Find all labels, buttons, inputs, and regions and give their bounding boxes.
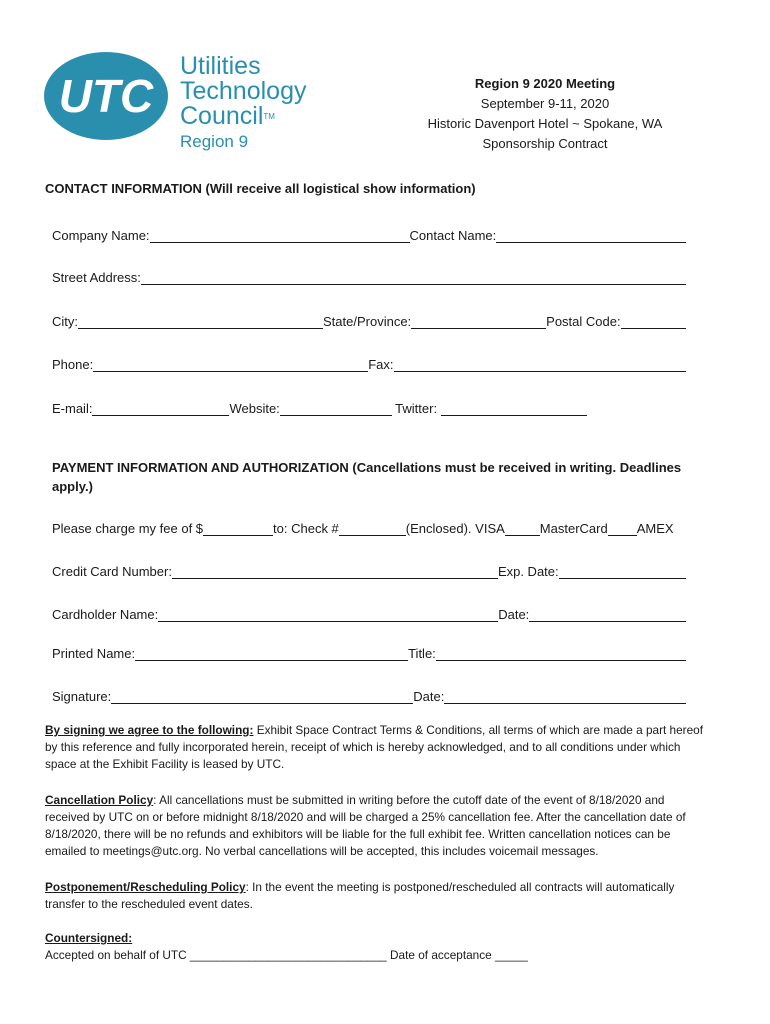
street-row [52,270,686,285]
postponement-policy-heading: Postponement/Rescheduling Policy [45,880,246,894]
postponement-policy-paragraph [45,879,710,913]
street-address-field[interactable] [141,270,686,285]
check-label: to: Check # [273,521,339,536]
contact-name-label: Contact Name: [409,228,497,243]
meeting-dates: September 9-11, 2020 [480,96,610,111]
contact-name-field[interactable] [496,228,686,243]
mastercard-field[interactable] [608,521,637,536]
fax-field[interactable] [394,357,687,372]
signing-agreement-paragraph [45,722,710,773]
signature-field[interactable] [111,689,413,704]
cancellation-policy-heading: Cancellation Policy [45,793,154,807]
countersigned-block [45,930,710,964]
title-field[interactable] [436,646,686,661]
amex-label: AMEX [636,521,674,536]
state-field[interactable] [411,314,546,329]
signature-label: Signature: [52,689,112,704]
document-header [385,74,705,154]
cardholder-name-label: Cardholder Name: [52,607,159,622]
website-label: Website: [229,401,280,416]
card-number-field[interactable] [172,564,498,579]
phone-label: Phone: [52,357,94,372]
cardholder-name-field[interactable] [158,607,498,622]
date-label: Date: [498,607,530,622]
logo-tm: TM [263,112,275,121]
phone-field[interactable] [93,357,368,372]
fee-amount-field[interactable] [203,521,273,536]
visa-field[interactable] [505,521,540,536]
cancellation-policy-text: : All cancellations must be submitted in writing before the cutoff date of the event of 8/18/2020 and received by UTC on or before midnight 8/18/2020 and will be charged a 25% cancellation fee. After the cancellation date of 8/18/2020, there will be no refunds and exhibitors will be liable for the full exhibit fee. Written cancellation notices can be emailed to meetings@utc.org. No verbal cancellations will be accepted, this includes voicemail messages. [45,793,686,858]
charge-row [52,521,686,536]
printed-name-row [52,646,686,661]
city-field[interactable] [78,314,323,329]
email-field[interactable] [92,401,229,416]
phone-row [52,357,686,372]
visa-label: (Enclosed). VISA [405,521,505,536]
document-type: Sponsorship Contract [482,136,608,151]
company-name-label: Company Name: [52,228,150,243]
card-number-row [52,564,686,579]
company-name-field[interactable] [150,228,410,243]
email-row [52,401,686,416]
countersigned-heading: Countersigned: [45,931,133,945]
postponement-policy-text: : In the event the meeting is postponed/rescheduled all contracts will automatically transfer to the rescheduled event dates. [45,880,675,911]
card-number-label: Credit Card Number: [52,564,172,579]
website-field[interactable] [280,401,392,416]
signing-agreement-heading: By signing we agree to the following: [45,723,254,737]
logo-region: Region 9 [180,132,249,151]
date-field[interactable] [529,607,686,622]
mastercard-label: MasterCard [539,521,608,536]
email-label: E-mail: [52,401,93,416]
signature-date-label: Date: [413,689,445,704]
exp-date-field[interactable] [559,564,686,579]
accepted-on-behalf-line: Accepted on behalf of UTC ______________________________ Date of acceptance _____ [45,948,528,962]
postal-code-field[interactable] [621,314,686,329]
printed-name-field[interactable] [135,646,408,661]
twitter-label: Twitter: [391,401,438,416]
fax-label: Fax: [368,357,394,372]
signature-date-field[interactable] [444,689,686,704]
logo-line-3: Council™ [180,102,275,130]
city-row [52,314,686,329]
utc-logo [44,44,334,156]
city-label: City: [52,314,78,329]
meeting-title: Region 9 2020 Meeting [474,76,616,91]
utc-logo-mark [44,48,174,148]
title-label: Title: [408,646,436,661]
exp-date-label: Exp. Date: [497,564,559,579]
charge-fee-label: Please charge my fee of $ [52,521,204,536]
printed-name-label: Printed Name: [52,646,136,661]
contact-section-title: CONTACT INFORMATION (Will receive all logistical show information) [45,181,476,196]
signing-agreement-text: Exhibit Space Contract Terms & Conditions, all terms of which are made a part hereof by this reference and fully incorporated herein, receipt of which is hereby acknowledged, and to all conditions under which space at the Exhibit Facility is leased by UTC. [45,723,704,771]
postal-code-label: Postal Code: [546,314,621,329]
signature-row [52,689,686,704]
twitter-field[interactable] [441,401,587,416]
logo-mark-text: UTC [58,70,154,122]
cancellation-policy-paragraph [45,792,710,860]
meeting-venue: Historic Davenport Hotel ~ Spokane, WA [427,116,663,131]
logo-line-1: Utilities [180,52,261,80]
payment-section-title: PAYMENT INFORMATION AND AUTHORIZATION (Cancellations must be received in writing. Deadlines apply.) [52,460,682,494]
state-label: State/Province: [323,314,412,329]
logo-wordmark [180,54,306,129]
check-number-field[interactable] [339,521,406,536]
company-contact-row [52,228,686,243]
cardholder-row [52,607,686,622]
logo-line-2: Technology [180,77,307,105]
street-address-label: Street Address: [52,270,141,285]
